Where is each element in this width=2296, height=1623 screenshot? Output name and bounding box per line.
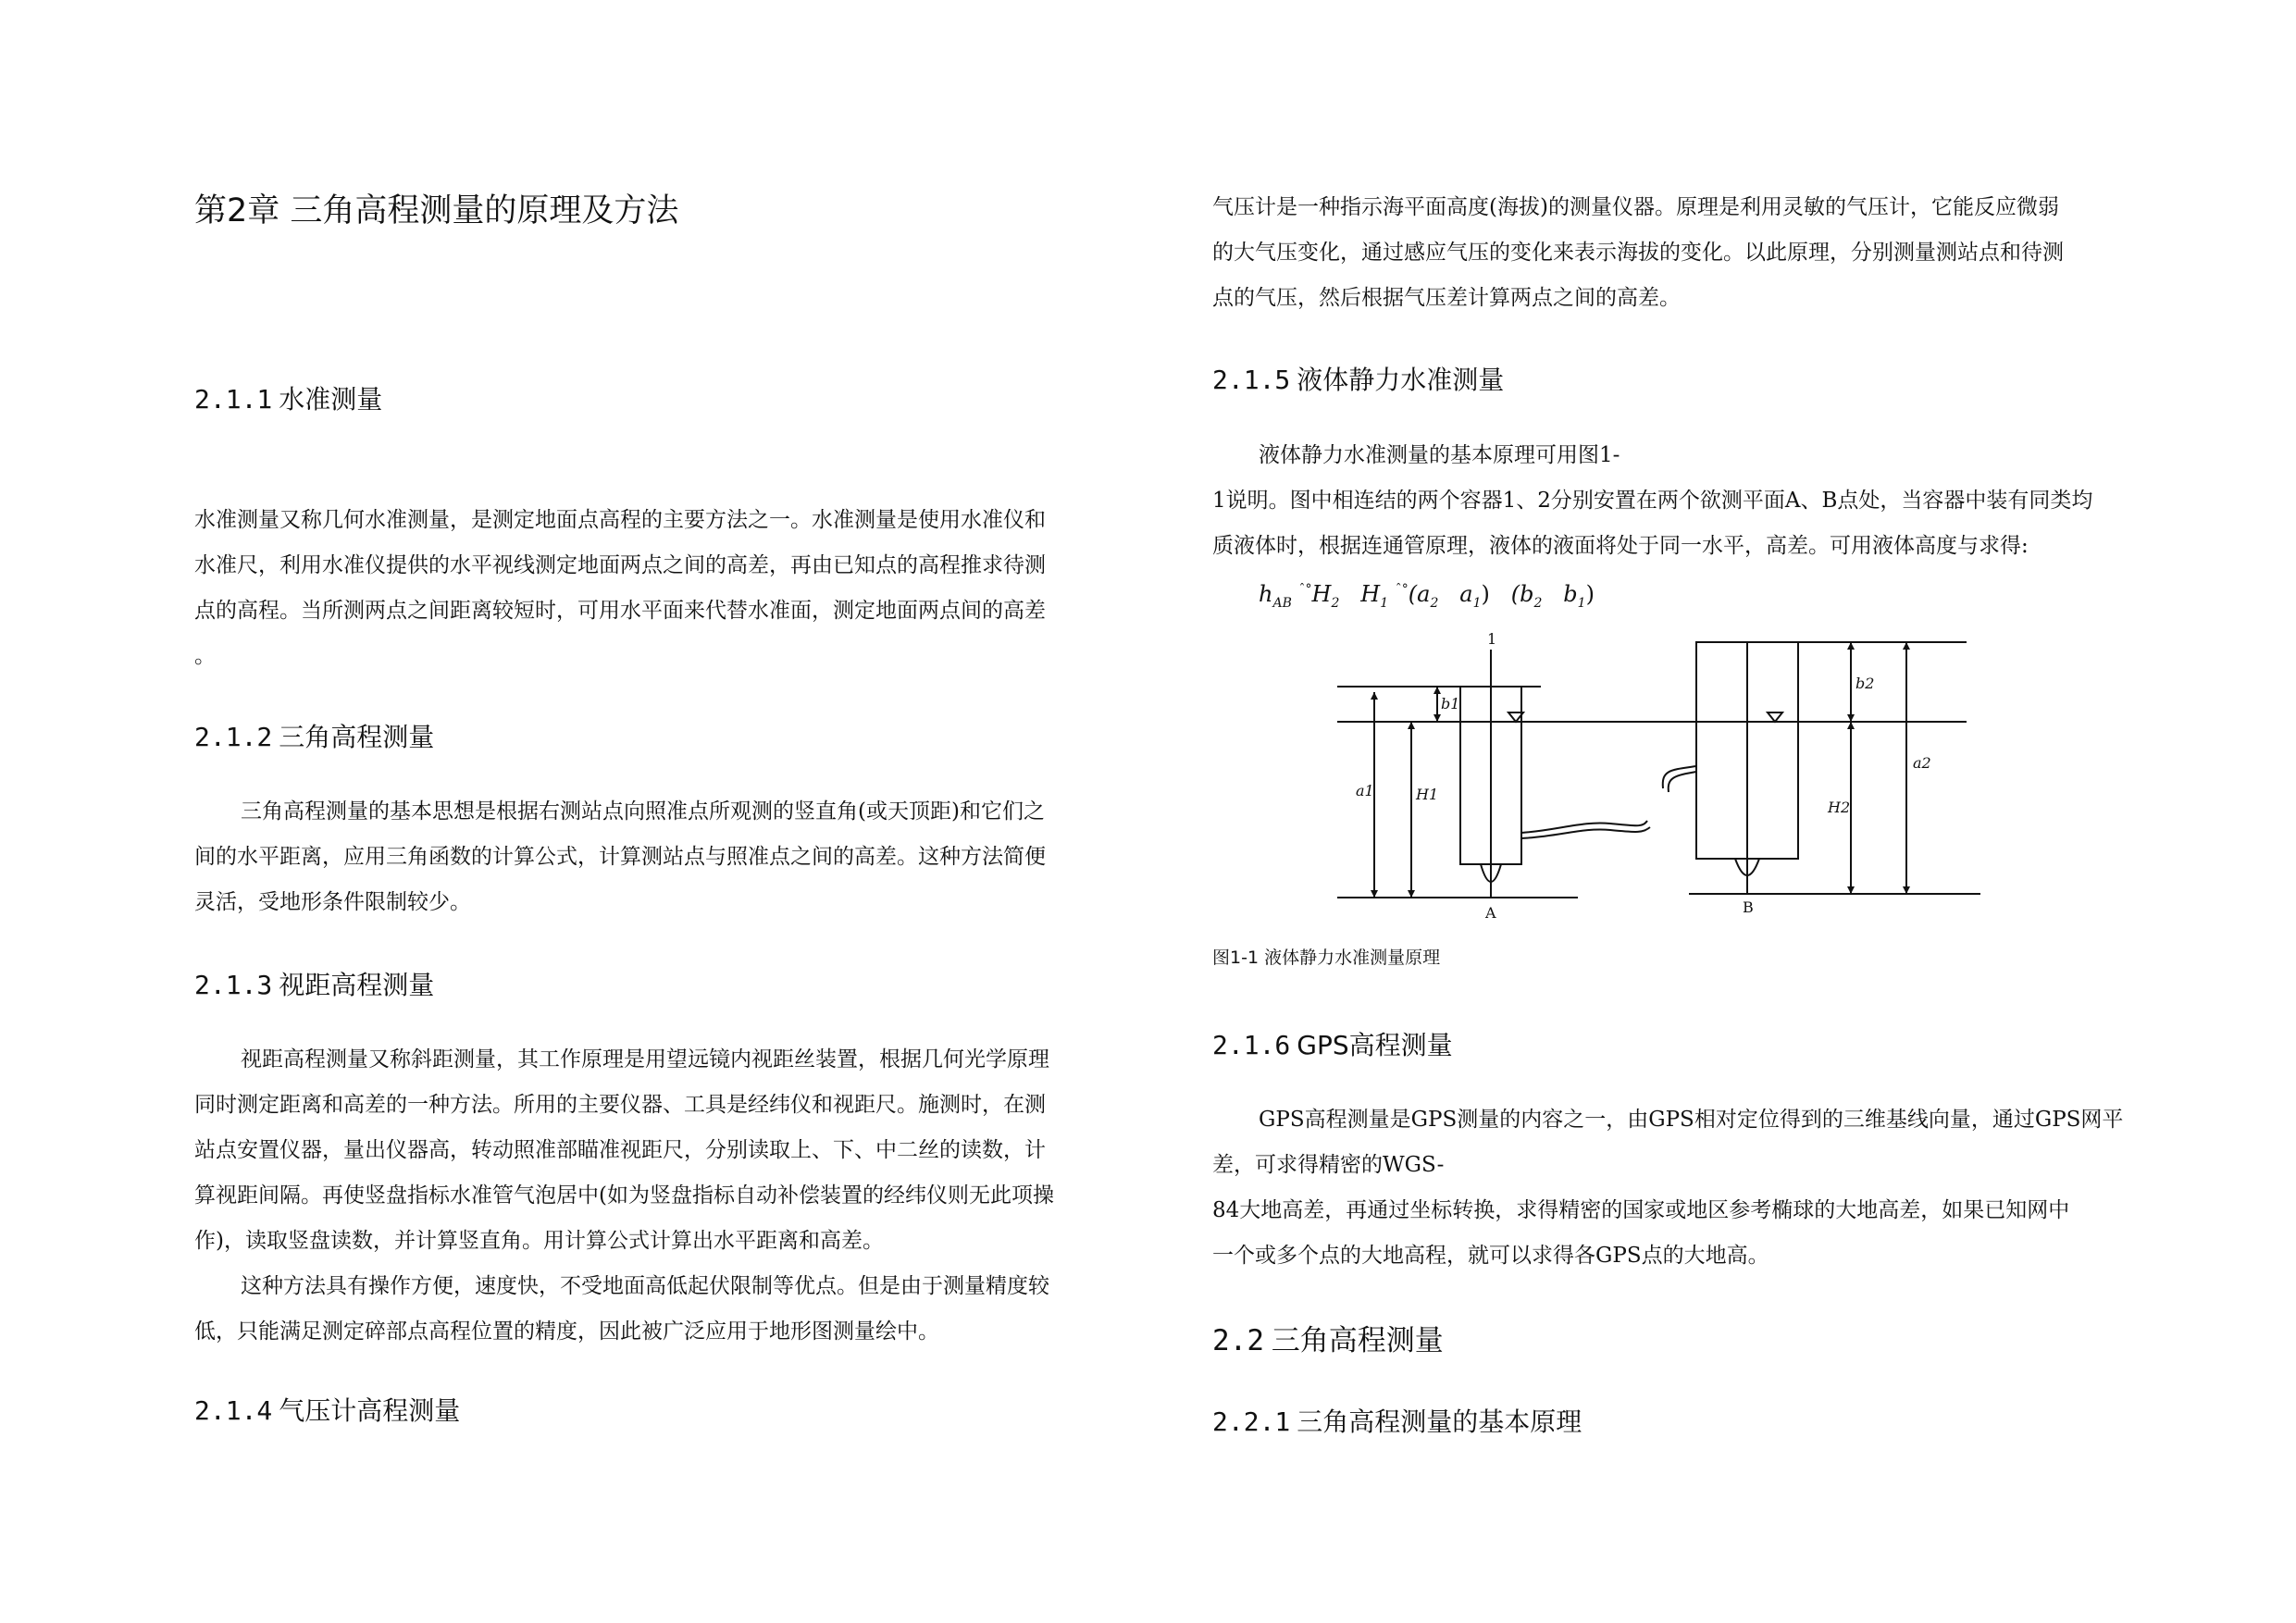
figure-label-a2: a2 — [1913, 754, 1931, 772]
section-title: 气压计高程测量 — [279, 1395, 461, 1426]
section-title: 水准测量 — [279, 384, 383, 415]
text-line: GPS高程测量是GPS测量的内容之一，由GPS相对定位得到的三维基线向量，通过GPS网平 — [1259, 1108, 2124, 1132]
section-title: GPS高程测量 — [1297, 1030, 1453, 1060]
text-line: 。 — [194, 644, 216, 668]
section-title: 三角高程测量的基本原理 — [1297, 1406, 1582, 1437]
section-heading-2-1-5 — [1212, 360, 1504, 397]
text-line: 算视距间隔。再使竖盘指标水准管气泡居中(如为竖盘指标自动补偿装置的经纬仪则无此项操 — [194, 1183, 1054, 1208]
section-title: 视距高程测量 — [279, 970, 435, 1000]
figure-label-b2: b2 — [1855, 675, 1875, 692]
figure-label-H1: H1 — [1416, 786, 1439, 803]
text-line: 84大地高差，再通过坐标转换，求得精密的国家或地区参考椭球的大地高差，如果已知网中 — [1212, 1198, 2070, 1222]
section-number: 2.1.4 — [194, 1395, 273, 1426]
paragraph-2-1-5 — [1212, 433, 2092, 569]
section-number: 2.2.1 — [1212, 1406, 1291, 1437]
figure-label-container-1: 1 — [1487, 631, 1497, 648]
text-line: 低，只能满足测定碎部点高程位置的精度，因此被广泛应用于地形图测量绘中。 — [194, 1319, 939, 1344]
section-heading-2-1-1 — [194, 379, 382, 416]
figure-label-H2: H2 — [1828, 799, 1851, 816]
section-heading-2-2-1 — [1212, 1402, 1582, 1439]
text-line: 作)，读取竖盘读数，并计算竖直角。用计算公式计算出水平距离和高差。 — [194, 1229, 884, 1253]
text-line: 这种方法具有操作方便，速度快，不受地面高低起伏限制等优点。但是由于测量精度较 — [241, 1274, 1049, 1298]
text-line: 1说明。图中相连结的两个容器1、2分别安置在两个欲测平面A、B点处，当容器中装有同类均 — [1212, 489, 2093, 513]
section-number: 2.1.6 — [1212, 1030, 1291, 1060]
chapter-title: 第2章 三角高程测量的原理及方法 — [194, 192, 679, 229]
text-line: 差，可求得精密的WGS- — [1212, 1153, 1445, 1177]
text-line: 点的气压，然后根据气压差计算两点之间的高差。 — [1212, 286, 1681, 310]
section-number: 2.1.2 — [194, 722, 273, 752]
figure-label-A: A — [1485, 904, 1496, 922]
section-heading-2-1-2 — [194, 717, 434, 754]
section-title: 三角高程测量 — [279, 722, 435, 752]
section-title: 液体静力水准测量 — [1297, 365, 1505, 395]
paragraph-2-1-1 — [194, 498, 1046, 679]
text-line: 三角高程测量的基本思想是根据右测站点向照准点所观测的竖直角(或天顶距)和它们之 — [241, 799, 1045, 824]
text-line: 灵活，受地形条件限制较少。 — [194, 890, 471, 914]
paragraph-2-1-6 — [1212, 1097, 2123, 1279]
text-line: 质液体时，根据连通管原理，液体的液面将处于同一水平，高差。可用液体高度与求得: — [1212, 534, 2029, 558]
text-line: 水准尺，利用水准仪提供的水平视线测定地面两点之间的高差，再由已知点的高程推求待测 — [194, 553, 1046, 577]
section-number: 2.2 — [1212, 1324, 1264, 1357]
section-heading-2-1-3 — [194, 965, 434, 1002]
text-line: 间的水平距离，应用三角函数的计算公式，计算测站点与照准点之间的高差。这种方法简便 — [194, 845, 1046, 869]
figure-label-b1: b1 — [1441, 695, 1460, 712]
hydrostatic-leveling-diagram — [1319, 631, 1994, 927]
figure-caption: 图1-1 液体静力水准测量原理 — [1212, 948, 1441, 968]
paragraph-2-1-3 — [194, 1037, 1054, 1355]
section-number: 2.1.5 — [1212, 365, 1291, 395]
section-heading-2-2 — [1212, 1317, 1444, 1358]
text-line: 水准测量又称几何水准测量，是测定地面点高程的主要方法之一。水准测量是使用水准仪和 — [194, 508, 1046, 532]
section-title: 三角高程测量 — [1271, 1324, 1444, 1357]
section-number: 2.1.3 — [194, 970, 273, 1000]
text-line: 视距高程测量又称斜距测量，其工作原理是用望远镜内视距丝装置，根据几何光学原理 — [241, 1047, 1049, 1072]
text-line: 一个或多个点的大地高程，就可以求得各GPS点的大地高。 — [1212, 1244, 1769, 1268]
paragraph-2-1-2 — [194, 789, 1046, 925]
text-line: 液体静力水准测量的基本原理可用图1- — [1259, 443, 1620, 467]
paragraph-2-1-4 — [1212, 185, 2064, 321]
text-line: 同时测定距离和高差的一种方法。所用的主要仪器、工具是经纬仪和视距尺。施测时，在测 — [194, 1093, 1046, 1117]
section-number: 2.1.1 — [194, 384, 273, 415]
section-heading-2-1-6 — [1212, 1025, 1453, 1062]
text-line: 站点安置仪器，量出仪器高，转动照准部瞄准视距尺，分别读取上、下、中二丝的读数，计 — [194, 1138, 1046, 1162]
text-line: 的大气压变化，通过感应气压的变化来表示海拔的变化。以此原理，分别测量测站点和待测 — [1212, 241, 2064, 265]
figure-label-B: B — [1743, 898, 1754, 916]
text-line: 气压计是一种指示海平面高度(海拔)的测量仪器。原理是利用灵敏的气压计，它能反应微弱 — [1212, 195, 2059, 219]
section-heading-2-1-4 — [194, 1391, 460, 1428]
text-line: 点的高程。当所测两点之间距离较短时，可用水平面来代替水准面，测定地面两点间的高差 — [194, 599, 1046, 623]
figure-label-a1: a1 — [1356, 782, 1374, 799]
formula-height-difference: $h_{AB}$ $^{ˆ^\circ}H_2$ $H_1$ $^{ˆ^\circ}(a_2$ $a_1$) ($b_2$ $b_1$) — [1259, 581, 1595, 611]
